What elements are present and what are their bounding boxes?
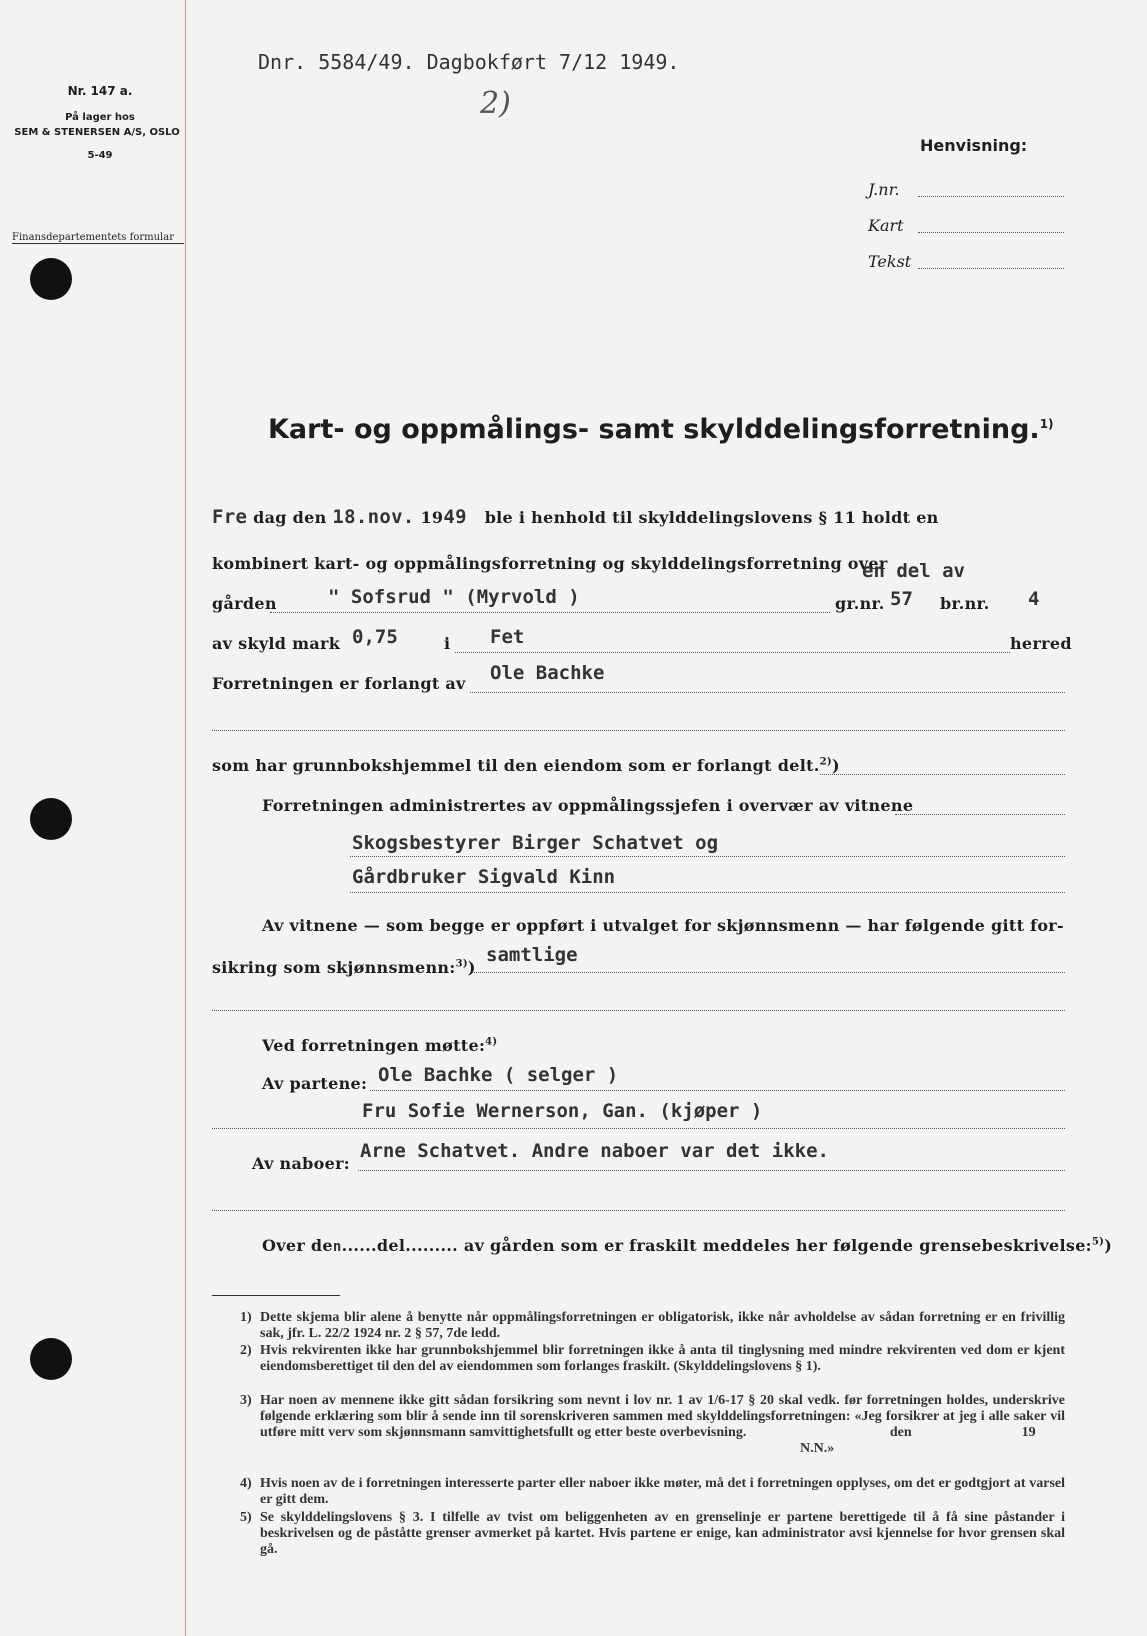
assessors-line: Av vitnene — som begge er oppført i utvalget for skjønnsmenn — har følgende gitt for- <box>262 916 1064 935</box>
assurance-label: sikring som skjønnsmenn:$^{3)}$) <box>212 958 476 977</box>
requested-by-label: Forretningen er forlangt av <box>212 674 466 693</box>
handwritten-mark: 2) <box>480 86 511 121</box>
jnr-label: J.nr. <box>868 180 900 199</box>
mark-value: 0,75 <box>352 626 398 648</box>
reference-title: Henvisning: <box>920 136 1028 155</box>
form-number: Nr. 147 a. <box>67 84 133 98</box>
footnote-5: 5) Se skylddelingslovens § 3. I tilfelle av tvist om beliggenheten av en grenselinje er partene berettigede til å få sine påstander i beskrivelsen og de påståtte grenser avmerket på kartet. Hvis partene er enige, kan administrator avsi kjennelse for hvor grensen skal gå. <box>240 1510 1065 1557</box>
footnote-2: 2) Hvis rekvirenten ikke har grunnbokshjemmel blir forretningen ikke å anta til tinglysning med mindre rekvirenten ved dom er kjent eiendomsberettiget til den del av eiendommen som forlanges fraskilt. (Skylddelingslovens § 1). <box>240 1343 1065 1374</box>
footnote-3: 3) Har noen av mennene ikke gitt sådan forsikring som nevnt i lov nr. 1 av 1/6-17 § 20 skal vedk. før forretningen holdes, underskrive følgende erklæring som blir å sende inn til sorenskriveren sammen med skylddelingsforretningen: «Jeg forsikrer at jeg i alle saker vil utføre mitt verv som skjønnsmann samvittighetsfullt og etter beste overbevisning. den 19 N.N.» <box>240 1393 1065 1456</box>
publisher-name: SEM & STENERSEN A/S, OSLO <box>14 127 180 138</box>
neighbours-label: Av naboer: <box>252 1154 351 1173</box>
punch-hole <box>30 798 72 840</box>
witness-1: Skogsbestyrer Birger Schatvet og <box>352 832 719 854</box>
brnr-label: br.nr. <box>940 594 990 613</box>
party-2: Fru Sofie Wernerson, Gan. (kjøper ) <box>362 1100 763 1122</box>
party-1: Ole Bachke ( selger ) <box>378 1064 619 1086</box>
witness-2: Gårdbruker Sigvald Kinn <box>352 866 616 888</box>
footnote-4: 4) Hvis noen av de i forretningen interesserte parter eller naboer ikke møter, må det i forretningen opplyses, om det er godtgjort at varsel er gitt dem. <box>240 1476 1065 1507</box>
date-code: 5-49 <box>87 150 113 161</box>
punch-hole <box>30 1338 72 1380</box>
attendance-label: Ved forretningen møtte:$^{4)}$ <box>262 1036 498 1055</box>
boundary-line: Over den......del......... av gården som er fraskilt meddeles her følgende grensebeskrivelse:$^{5)}$) <box>262 1236 1113 1255</box>
place-value: Fet <box>490 626 525 648</box>
punch-hole <box>30 258 72 300</box>
footnote-rule <box>212 1295 340 1296</box>
brnr-value: 4 <box>1028 588 1040 610</box>
neighbours-value: Arne Schatvet. Andre naboer var det ikke. <box>360 1140 829 1162</box>
publisher-note: Finansdepartementets formular <box>12 232 184 244</box>
requested-by-value: Ole Bachke <box>490 662 605 684</box>
mark-label: av skyld mark <box>212 634 341 653</box>
form-field-part: en del av <box>862 560 965 582</box>
farm-name: " Sofsrud " (Myrvold ) <box>328 586 580 608</box>
grnr-label: gr.nr. <box>835 594 885 613</box>
kart-label: Kart <box>868 216 904 235</box>
tekst-label: Tekst <box>868 252 912 271</box>
form-line-date: Fre dag den 18.nov. 1949 ble i henhold til skylddelingslovens § 11 holdt en <box>212 506 939 528</box>
margin-rule <box>185 0 186 1636</box>
witness-line: Forretningen administrertes av oppmålingssjefen i overvær av vitnene <box>262 796 914 815</box>
stock-line: På lager hos <box>65 112 135 123</box>
document-title: Kart- og oppmålings- samt skylddelingsforretning.$^{1)}$ <box>268 414 1054 445</box>
parties-label: Av partene: <box>262 1074 368 1093</box>
grnr-value: 57 <box>890 588 913 610</box>
title-holder-line: som har grunnbokshjemmel til den eiendom som er forlangt delt.$^{2)}$) <box>212 756 840 775</box>
footnote-1: 1) Dette skjema blir alene å benytte når oppmålingsforretningen er obligatorisk, ikke når avholdelse av sådan forretning er en frivillig sak, jfr. L. 22/2 1924 nr. 2 § 57, 7de ledd. <box>240 1310 1065 1341</box>
i-label: i <box>444 634 451 653</box>
assurance-value: samtlige <box>486 944 578 966</box>
farm-label: gården <box>212 594 277 613</box>
herred-label: herred <box>1010 634 1072 653</box>
form-line-2: kombinert kart- og oppmålingsforretning og skylddelingsforretning over <box>212 554 888 573</box>
diary-number: Dnr. 5584/49. Dagbokført 7/12 1949. <box>258 50 680 74</box>
